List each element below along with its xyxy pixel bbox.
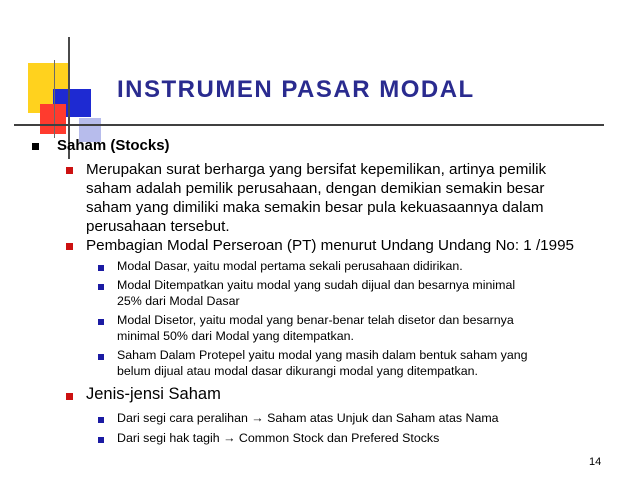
subitem-line: Modal Disetor, yaitu modal yang benar-benar telah disetor dan besarnya xyxy=(117,313,514,327)
subitem-line: Dari segi hak tagih → Common Stock dan Prefered Stocks xyxy=(117,431,440,445)
item-line: Pembagian Modal Perseroan (PT) menurut Undang Undang No: 1 /1995 xyxy=(86,237,574,254)
item-line: saham adalah pemilik perusahaan, dengan demikian semakin besar xyxy=(86,180,545,197)
heading-saham: Saham (Stocks) xyxy=(57,137,170,154)
bullet-square xyxy=(98,354,104,360)
slide-title: INSTRUMEN PASAR MODAL xyxy=(117,76,475,103)
bullet-square xyxy=(98,284,104,290)
subitem-line: Modal Ditempatkan yaitu modal yang sudah dijual dan besarnya minimal xyxy=(117,278,516,292)
bullet-square xyxy=(98,265,104,271)
bullet-square xyxy=(98,437,104,443)
decor-red-square xyxy=(40,104,66,134)
subitem-line: Dari segi cara peralihan → Saham atas Unjuk dan Saham atas Nama xyxy=(117,411,499,425)
page-number: 14 xyxy=(589,456,602,468)
subitem-line: belum dijual atau modal dasar dikurangi modal yang ditempatkan. xyxy=(117,364,478,378)
subitem-line: Modal Dasar, yaitu modal pertama sekali perusahaan didirikan. xyxy=(117,259,463,273)
item-line: perusahaan tersebut. xyxy=(86,218,230,235)
decor-vertical-line-thin xyxy=(54,60,55,138)
item-line: saham yang dimiliki maka semakin besar pula kekuasaannya dalam xyxy=(86,199,544,216)
bullet-square xyxy=(98,319,104,325)
bullet-square xyxy=(32,143,39,150)
bullet-square xyxy=(98,417,104,423)
subitem-line: minimal 50% dari Modal yang ditempatkan. xyxy=(117,329,354,343)
subitem-line: 25% dari Modal Dasar xyxy=(117,294,240,308)
heading-jenis-saham: Jenis-jensi Saham xyxy=(86,385,221,403)
bullet-square xyxy=(66,167,73,174)
bullet-square xyxy=(66,243,73,250)
title-underline xyxy=(14,124,604,126)
bullet-square xyxy=(66,393,73,400)
subitem-line: Saham Dalam Protepel yaitu modal yang masih dalam bentuk saham yang xyxy=(117,348,528,362)
item-line: Merupakan surat berharga yang bersifat kepemilikan, artinya pemilik xyxy=(86,161,547,178)
